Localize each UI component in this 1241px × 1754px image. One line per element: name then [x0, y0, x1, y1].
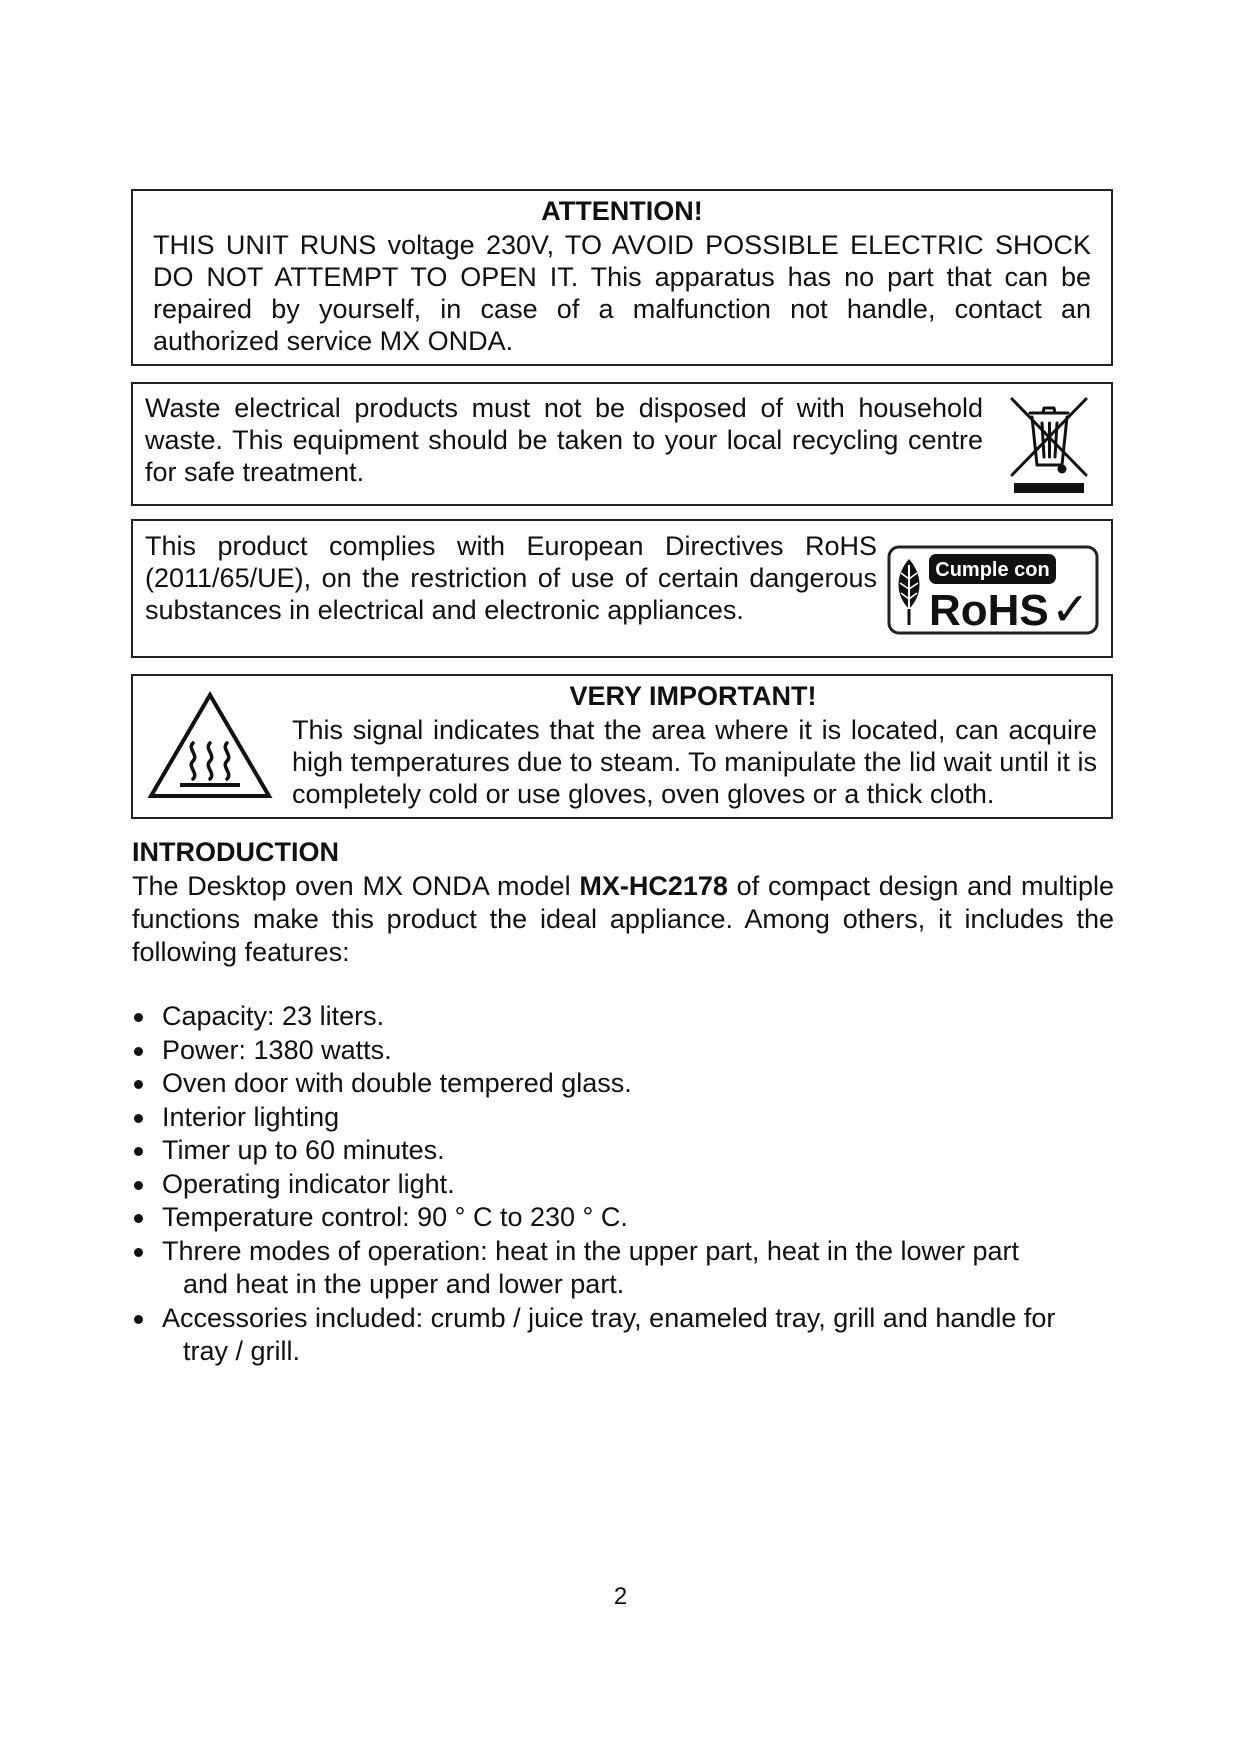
list-item: Oven door with double tempered glass. [132, 1067, 1114, 1101]
bullet-icon [134, 1147, 143, 1156]
rohs-logo-main: RoHS [929, 586, 1049, 635]
weee-notice [131, 382, 1113, 506]
list-item: Interior lighting [132, 1101, 1114, 1135]
introduction-body-end: of compact design and multiple functions make this product the ideal appliance. Among others, it includes the following features: [132, 871, 1114, 967]
crossed-out-wheelie-bin-icon [1006, 393, 1092, 493]
list-item: Timer up to 60 minutes. [132, 1134, 1114, 1168]
introduction-title: INTRODUCTION [132, 837, 339, 867]
bullet-icon [134, 1047, 143, 1056]
introduction-body [132, 870, 1114, 969]
rohs-logo-check: ✓ [1051, 582, 1090, 635]
bullet-icon [134, 1013, 143, 1022]
bullet-icon [134, 1114, 143, 1123]
list-item: Power: 1380 watts. [132, 1034, 1114, 1068]
weee-text: Waste electrical products must not be disposed of with household waste. This equipment should be taken to your local recycling centre for safe treatment. [145, 393, 983, 487]
rohs-compliance-logo [887, 545, 1099, 635]
bullet-icon [134, 1214, 143, 1223]
list-item: Operating indicator light. [132, 1168, 1114, 1202]
feature-list [132, 1000, 1114, 1369]
rohs-text: This product complies with European Directives RoHS (2011/65/UE), on the restriction of use of certain dangerous substances in electrical and electronic appliances. [145, 531, 877, 625]
rohs-notice [131, 519, 1113, 658]
rohs-logo-top: Cumple con [935, 559, 1050, 581]
very-important-notice [131, 674, 1113, 819]
list-item: Capacity: 23 liters. [132, 1000, 1114, 1034]
hot-surface-warning-icon [146, 690, 274, 802]
bullet-icon [134, 1181, 143, 1190]
page-number: 2 [613, 1583, 628, 1610]
attention-title: ATTENTION! [541, 196, 703, 226]
list-item: Temperature control: 90 ° C to 230 ° C. [132, 1201, 1114, 1235]
bullet-icon [134, 1080, 143, 1089]
bullet-icon [134, 1248, 143, 1257]
model-number: MX-HC2178 [579, 871, 728, 901]
very-important-text: This signal indicates that the area where it is located, can acquire high temperatures due to steam. To manipulate the lid wait until it is completely cold or use gloves, oven gloves or a thick cloth. [292, 715, 1097, 809]
attention-text: THIS UNIT RUNS voltage 230V, TO AVOID POSSIBLE ELECTRIC SHOCK DO NOT ATTEMPT TO OPEN IT. This apparatus has no part that can be repaired by yourself, in case of a malfunction not handle, contact an authorized service MX ONDA. [153, 230, 1091, 356]
attention-notice [131, 189, 1113, 366]
list-item: Threre modes of operation: heat in the upper part, heat in the lower part and heat in the upper and lower part. [132, 1235, 1114, 1302]
list-item: Accessories included: crumb / juice tray, enameled tray, grill and handle for tray / grill. [132, 1302, 1114, 1369]
bullet-icon [134, 1315, 143, 1324]
introduction-body-start: The Desktop oven MX ONDA model [132, 871, 580, 901]
very-important-title: VERY IMPORTANT! [569, 681, 817, 711]
